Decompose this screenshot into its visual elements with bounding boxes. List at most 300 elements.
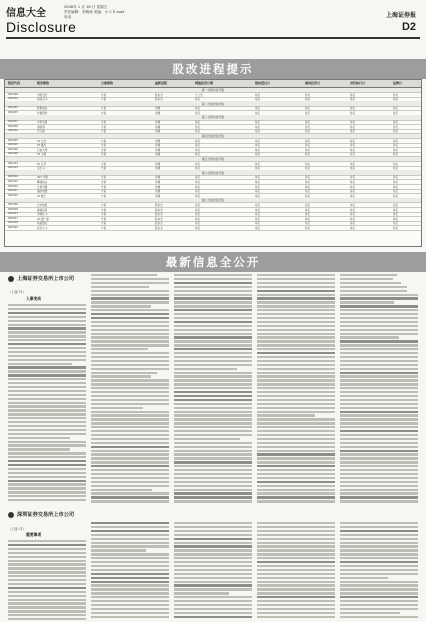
text-line	[174, 616, 252, 618]
table-cell: 000019	[8, 97, 18, 101]
table-cell: 待定	[393, 112, 399, 116]
table-cell: 待定	[195, 194, 201, 198]
table-cell: 000150	[8, 129, 18, 133]
text-line	[91, 569, 169, 571]
text-line	[257, 534, 335, 536]
table-cell: 待定	[195, 112, 201, 116]
table-cell: 沟通	[155, 176, 161, 180]
table-cell: 待定	[195, 162, 201, 166]
text-line	[174, 542, 252, 544]
text-line	[340, 616, 418, 618]
table-cell: 宝石 A	[37, 167, 45, 171]
table-cell: 000405	[8, 143, 18, 147]
masthead-meta-line: 责任编辑：李海涛 美编：小 C E-mail：	[64, 10, 128, 14]
text-line	[257, 549, 335, 551]
table-header-cell: 现场投票日	[305, 81, 321, 85]
table-cell: 000546	[8, 203, 18, 207]
text-line	[340, 522, 418, 524]
text-line	[91, 592, 169, 594]
table-cell: 000408	[8, 152, 18, 156]
text-line	[174, 538, 252, 540]
table-cell: 待定	[350, 148, 356, 152]
continued-tag: （上接 C1）	[8, 527, 27, 531]
table-cell: 待定	[393, 93, 399, 97]
table-cell: 待定	[195, 139, 201, 143]
table-cell: 待定	[255, 148, 261, 152]
text-line	[257, 596, 335, 598]
text-line	[91, 530, 169, 532]
text-line	[340, 542, 418, 544]
text-line	[340, 569, 418, 571]
table-cell: 000413	[8, 166, 18, 170]
table-cell: 待定	[350, 194, 356, 198]
table-header-cell: 股权登记日	[255, 81, 271, 85]
table-cell: 方案	[101, 121, 107, 125]
table-cell: 待定	[393, 222, 399, 226]
text-line	[340, 549, 418, 551]
table-cell: 待定	[393, 208, 399, 212]
table-cell: 方案	[101, 144, 107, 148]
table-cell: 待定	[255, 107, 261, 111]
table-cell: 光华控股	[37, 204, 48, 208]
table-cell: 待定	[255, 181, 261, 185]
table-cell: 待定	[305, 167, 311, 171]
text-line	[340, 604, 418, 606]
table-cell: 待定	[195, 121, 201, 125]
table-cell: 待定	[305, 130, 311, 134]
table-cell: 沟通	[155, 130, 161, 134]
table-header-cell: 复牌日	[393, 81, 403, 85]
text-line	[8, 610, 86, 612]
text-line	[8, 556, 86, 558]
table-cell: 待定	[350, 162, 356, 166]
table-cell: 待定	[393, 162, 399, 166]
paper-name: 上海证券报	[385, 12, 416, 19]
table-cell: 待定	[255, 153, 261, 157]
text-line	[8, 567, 86, 569]
table-cell: 待定	[255, 98, 261, 102]
text-line	[91, 557, 169, 559]
table-cell: 待定	[195, 217, 201, 221]
table-cell: 待定	[350, 181, 356, 185]
text-line	[174, 545, 252, 547]
text-line	[257, 526, 335, 528]
table-cell: 方案	[101, 194, 107, 198]
table-cell: 待定	[305, 213, 311, 217]
text-line	[340, 581, 418, 583]
table-cell: 待定	[393, 125, 399, 129]
text-line	[8, 563, 86, 565]
table-cell: 沟通	[155, 144, 161, 148]
text-line	[174, 573, 252, 575]
table-cell: 000553	[8, 212, 18, 216]
text-line	[340, 538, 418, 540]
text-line	[340, 557, 418, 559]
text-line	[8, 606, 86, 608]
text-line	[257, 573, 335, 575]
table-cell: 待定	[350, 130, 356, 134]
masthead-title: 信息大全	[6, 8, 46, 19]
text-line	[174, 522, 252, 524]
table-cell: 待定	[305, 185, 311, 189]
table-cell: 待定	[195, 222, 201, 226]
text-line	[174, 530, 252, 532]
table-cell: 待定	[305, 194, 311, 198]
table-date-separator-label: 第一日程内容列表	[201, 87, 225, 92]
table-cell: 待定	[393, 185, 399, 189]
text-line	[91, 596, 169, 598]
text-line	[174, 557, 252, 559]
text-line	[91, 616, 169, 618]
table-cell: 方案	[101, 130, 107, 134]
text-line	[8, 599, 86, 601]
table-cell: 000412	[8, 161, 18, 165]
table-cell: 待定	[305, 227, 311, 231]
text-line	[91, 542, 169, 544]
article-area	[4, 274, 422, 618]
latest-info-banner: 最新信息全公开	[0, 252, 426, 272]
table-cell: ST 玉源	[37, 153, 47, 157]
table-cell: 待定	[255, 144, 261, 148]
text-line	[257, 565, 335, 567]
table-cell: 待定	[350, 167, 356, 171]
table-cell: 待定	[350, 190, 356, 194]
table-cell: 待定	[305, 148, 311, 152]
table-header-cell: 方案简称	[101, 81, 114, 85]
table-cell: 新都酒店	[37, 107, 48, 111]
table-cell: 待定	[255, 167, 261, 171]
text-line	[257, 530, 335, 532]
masthead-rule	[6, 37, 420, 39]
table-cell: 待定	[305, 190, 311, 194]
table-cell: 待定	[393, 176, 399, 180]
table-cell: 股东会	[155, 93, 163, 97]
table-cell: 沟通	[155, 181, 161, 185]
table-cell: 000515	[8, 180, 18, 184]
table-cell: SST 华塑	[37, 176, 48, 180]
table-cell: 待定	[305, 153, 311, 157]
table-cell: 待定	[305, 98, 311, 102]
table-cell: 方案	[101, 185, 107, 189]
text-line	[257, 557, 335, 559]
table-cell: 沟通	[155, 162, 161, 166]
table-cell: ST 五环	[37, 162, 47, 166]
text-line	[8, 587, 86, 589]
table-cell: 方案	[101, 112, 107, 116]
table-cell: 待定	[195, 144, 201, 148]
table-header-cell: 网络投票日期	[195, 81, 214, 85]
text-line	[257, 604, 335, 606]
text-line	[257, 616, 335, 618]
table-cell: 待定	[350, 185, 356, 189]
text-line	[257, 588, 335, 590]
table-cell: 待定	[305, 162, 311, 166]
table-cell: 待定	[393, 130, 399, 134]
table-cell: 待定	[350, 112, 356, 116]
text-line	[340, 530, 418, 532]
text-line	[257, 522, 335, 524]
table-cell: 待定	[255, 204, 261, 208]
text-line	[174, 549, 252, 551]
table-cell: 待定	[195, 213, 201, 217]
table-cell: 待定	[350, 107, 356, 111]
text-line	[8, 591, 86, 593]
company-heading-title: 深圳证券交易所上市公司	[17, 512, 75, 518]
masthead-meta	[64, 5, 128, 20]
table-cell: 方案	[101, 190, 107, 194]
text-line	[8, 544, 86, 546]
table-cell: 待定	[255, 162, 261, 166]
table-cell: 待定	[255, 125, 261, 129]
table-cell: 方案	[101, 222, 107, 226]
text-line	[8, 579, 86, 581]
table-cell: 待定	[350, 213, 356, 217]
table-cell: 待定	[255, 208, 261, 212]
table-cell: 待定	[393, 121, 399, 125]
table-cell: 待定	[393, 98, 399, 102]
text-line	[91, 604, 169, 606]
table-cell: 方案	[101, 208, 107, 212]
text-line	[340, 534, 418, 536]
table-cell: 长航凤凰	[37, 185, 48, 189]
table-cell: 沟通	[155, 139, 161, 143]
table-cell: 待定	[393, 217, 399, 221]
table-header-cell: 股票简称	[37, 81, 50, 85]
table-header-cell: 对价执行日	[350, 81, 366, 85]
table-cell: 深深宝 A	[37, 98, 48, 102]
table-cell: 待定	[195, 98, 201, 102]
article-column	[340, 274, 418, 618]
table-cell: 待定	[195, 227, 201, 231]
text-line	[8, 571, 86, 573]
table-cell: 方案	[101, 181, 107, 185]
table-cell: 待定	[255, 121, 261, 125]
company-heading-title: 上海证券交易所上市公司	[17, 276, 75, 282]
table-cell: 000403	[8, 138, 18, 142]
table-cell: 光大陆	[37, 130, 45, 134]
table-date-separator-label: 第二日程内容列表	[201, 101, 225, 106]
table-cell: 待定	[255, 222, 261, 226]
text-line	[8, 602, 86, 604]
text-line	[340, 545, 418, 547]
table-date-separator-label: 第六日程内容列表	[201, 170, 225, 175]
table-cell: 待定	[195, 148, 201, 152]
table-cell: 方案	[101, 139, 107, 143]
table-cell: 000056	[8, 124, 18, 128]
table-cell: 000558	[8, 221, 18, 225]
table-cell: 待定	[195, 185, 201, 189]
table-cell: 中国宝安	[37, 93, 48, 97]
text-line	[340, 612, 400, 614]
text-line	[340, 588, 418, 590]
text-line	[174, 592, 229, 594]
text-line	[91, 608, 169, 610]
table-cell: 待定	[305, 204, 311, 208]
text-line	[8, 595, 86, 597]
masthead-meta-line: 电话：	[64, 15, 75, 19]
table-cell: 方案	[101, 213, 107, 217]
text-line	[174, 581, 252, 583]
table-cell: 待定	[195, 130, 201, 134]
table-cell: 待定	[255, 176, 261, 180]
table-cell: 待定	[350, 176, 356, 180]
ipo-progress-banner: 股改进程提示	[0, 59, 426, 79]
section-name: Disclosure	[6, 19, 77, 35]
text-line	[257, 612, 335, 614]
progress-table	[4, 79, 422, 247]
table-cell: 待定	[350, 93, 356, 97]
table-cell: 待定	[393, 153, 399, 157]
table-cell: 待定	[255, 185, 261, 189]
table-cell: 待定	[305, 222, 311, 226]
table-cell: 股东会	[155, 217, 163, 221]
table-date-separator-label: 第三日程内容列表	[201, 115, 225, 120]
table-cell: 待定	[255, 227, 261, 231]
text-line	[8, 552, 86, 554]
table-cell: 待定	[305, 121, 311, 125]
table-cell: 方案	[101, 148, 107, 152]
table-cell: 方案	[101, 204, 107, 208]
text-line	[174, 577, 252, 579]
table-cell: 已公告	[195, 93, 203, 97]
text-line	[91, 588, 169, 590]
table-cell: 000033	[8, 106, 18, 110]
table-cell: 待定	[350, 208, 356, 212]
text-line	[91, 565, 169, 567]
text-line	[174, 534, 252, 536]
table-cell: 000527	[8, 189, 18, 193]
table-row	[5, 226, 421, 232]
table-cell: 待定	[305, 217, 311, 221]
text-line	[91, 553, 169, 555]
table-cell: 待定	[393, 213, 399, 217]
text-line	[340, 561, 418, 563]
text-line	[174, 600, 252, 602]
table-cell: 沟通	[155, 121, 161, 125]
text-line	[8, 618, 86, 620]
table-date-separator-label: 第五日程内容列表	[201, 156, 225, 161]
table-cell: 000035	[8, 111, 18, 115]
table-cell: 股东会	[155, 227, 163, 231]
table-cell: 待定	[255, 194, 261, 198]
table-cell: ST 猴王	[37, 194, 47, 198]
table-cell: 待定	[350, 139, 356, 143]
table-cell: 中侨发展	[37, 121, 48, 125]
text-line	[91, 581, 169, 583]
table-cell: 待定	[255, 93, 261, 97]
table-cell: 000406	[8, 147, 18, 151]
table-cell: 股东会	[155, 98, 163, 102]
table-cell: 沟通	[155, 125, 161, 129]
table-cell: 待定	[350, 125, 356, 129]
table-cell: 科健股份	[37, 112, 48, 116]
table-cell: 方案	[101, 125, 107, 129]
table-cell: 000560	[8, 226, 18, 230]
text-line	[340, 577, 388, 579]
table-cell: 沟通	[155, 148, 161, 152]
text-line	[174, 565, 252, 567]
table-cell: 湖南投资	[37, 208, 48, 212]
text-line	[257, 584, 335, 586]
table-cell: 沙隆达 A	[37, 213, 48, 217]
table-cell: ST 银广夏	[37, 217, 49, 221]
table-cell: 方案	[101, 227, 107, 231]
table-cell: 待定	[393, 139, 399, 143]
table-cell: 000548	[8, 207, 18, 211]
table-cell: 待定	[350, 204, 356, 208]
table-cell: 昆百大 A	[37, 227, 48, 231]
text-line	[257, 600, 335, 602]
text-line	[8, 614, 86, 616]
table-cell: 待定	[305, 93, 311, 97]
table-cell: 沟通	[155, 194, 161, 198]
table-cell: 000557	[8, 216, 18, 220]
table-cell: 沟通	[155, 153, 161, 157]
text-line	[91, 600, 169, 602]
table-cell: 待定	[350, 227, 356, 231]
table-cell: 股东会	[155, 208, 163, 212]
table-cell: 美的电器	[37, 190, 48, 194]
text-line	[91, 577, 169, 579]
table-cell: 待定	[305, 125, 311, 129]
text-line	[174, 588, 252, 590]
table-cell: 股东会	[155, 213, 163, 217]
table-cell: 000520	[8, 184, 18, 188]
table-cell: 待定	[195, 153, 201, 157]
article-column	[91, 274, 169, 618]
table-cell: 股东会	[155, 222, 163, 226]
table-cell: 方案	[101, 167, 107, 171]
table-cell: 方案	[101, 217, 107, 221]
text-line	[91, 522, 169, 524]
text-line	[340, 526, 418, 528]
table-cell: 莱茵置业	[37, 222, 48, 226]
table-cell: ST 鑫光	[37, 144, 47, 148]
table-cell: 待定	[305, 144, 311, 148]
text-line	[91, 549, 146, 551]
text-line	[257, 581, 335, 583]
text-line	[174, 553, 252, 555]
table-cell: 待定	[393, 194, 399, 198]
table-cell: 待定	[350, 153, 356, 157]
table-cell: 待定	[350, 121, 356, 125]
table-cell: 方案	[101, 107, 107, 111]
table-cell: 待定	[255, 139, 261, 143]
table-header-cell: 最新进程	[155, 81, 168, 85]
table-cell: 待定	[255, 190, 261, 194]
text-line	[257, 542, 335, 544]
table-cell: 待定	[195, 176, 201, 180]
table-date-separator-label: 第四日程内容列表	[201, 133, 225, 138]
text-line	[174, 526, 252, 528]
table-cell: 待定	[350, 217, 356, 221]
article-subhead: 人事变动	[26, 296, 42, 301]
text-line	[91, 538, 169, 540]
table-cell: 000009	[8, 92, 18, 96]
continued-tag: （上接 C1）	[8, 290, 27, 294]
text-line	[257, 545, 335, 547]
table-cell: 待定	[195, 208, 201, 212]
text-line	[257, 561, 335, 563]
table-cell: 000509	[8, 175, 18, 179]
table-cell: 待定	[195, 107, 201, 111]
masthead	[4, 4, 422, 44]
article-column	[174, 274, 252, 618]
text-line	[340, 592, 418, 594]
text-line	[8, 560, 86, 562]
table-cell: 沟通	[155, 167, 161, 171]
text-line	[340, 573, 418, 575]
